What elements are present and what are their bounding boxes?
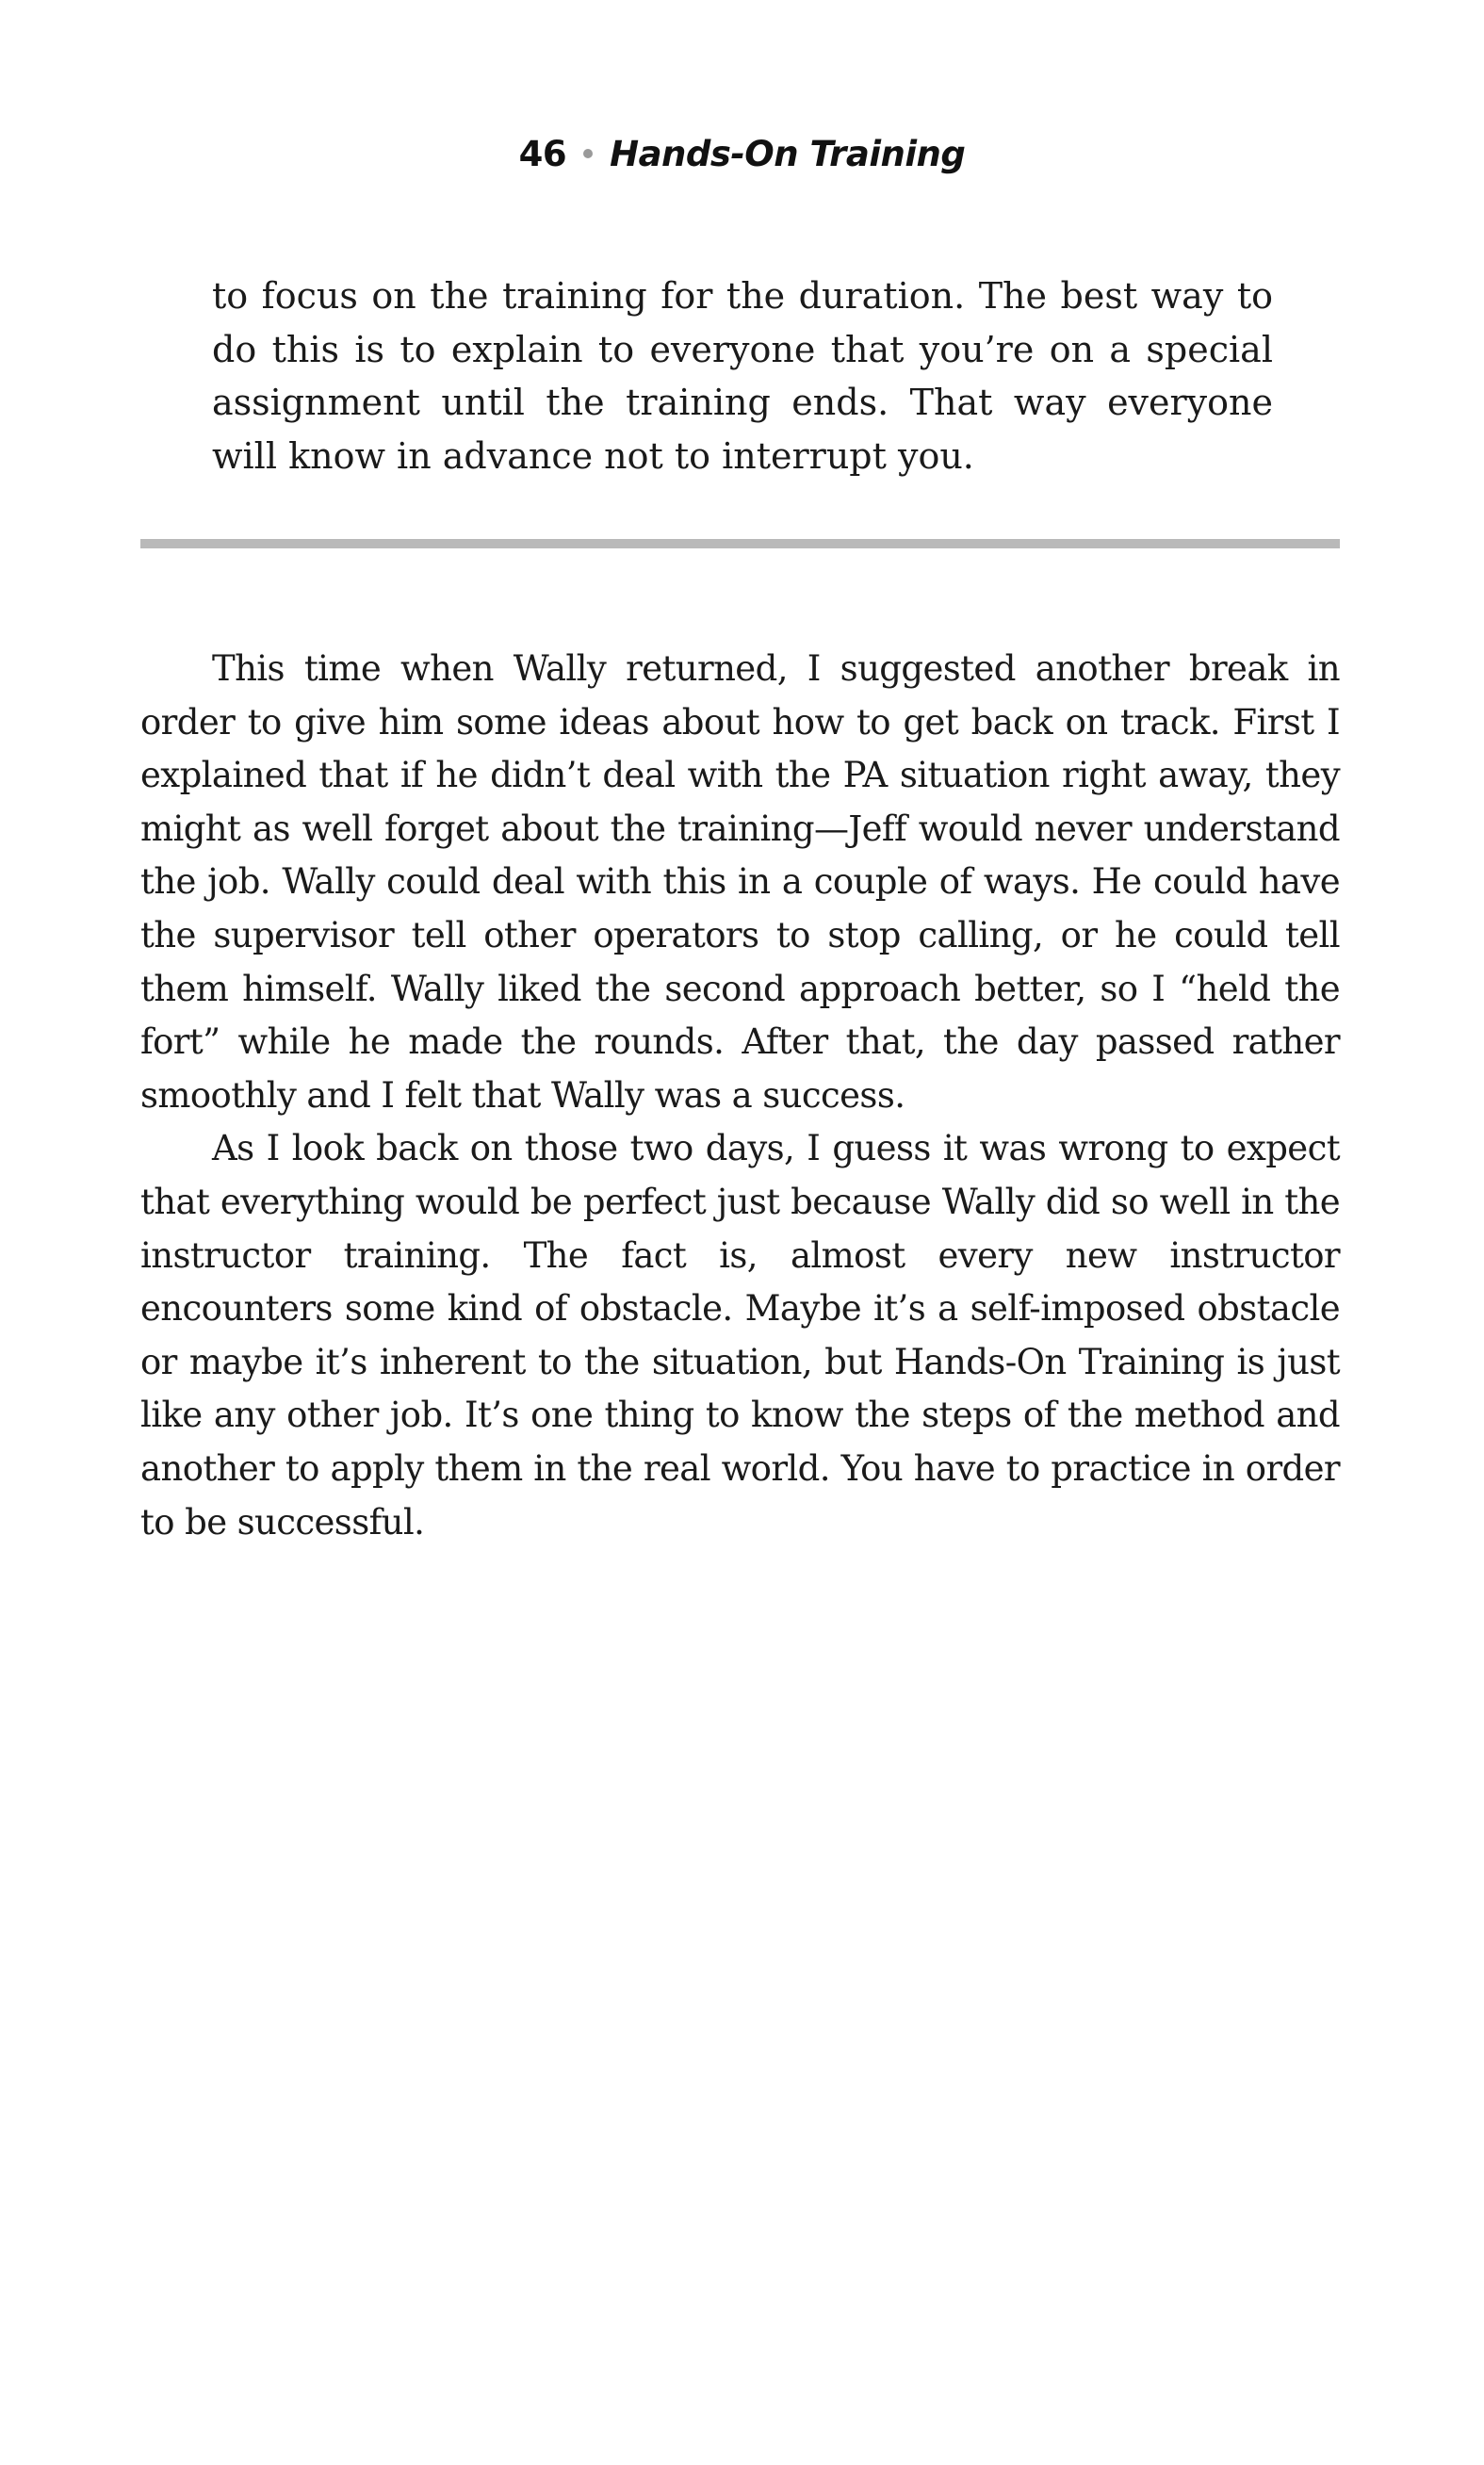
sidebar-divider-rule xyxy=(140,539,1340,548)
running-head-title: Hands-On Training xyxy=(610,134,966,174)
sidebar-paragraph: to focus on the training for the duration. The best way to do this is to explain to everyone that you’re on a special assignment until the training ends. That way everyone will know in advance not to interrupt you. xyxy=(212,275,1273,477)
body-paragraph-2: As I look back on those two days, I guess it was wrong to expect that everything would be perfect just because Wally did so well in the instructor training. The fact is, almost every new instructor encounters some kind of obstacle. Maybe it’s a self-imposed obstacle or maybe it’s inherent to the situation, but Hands-On Training is just like any other job. It’s one thing to know the steps of the method and another to apply them in the real world. You have to practice in order to be successful. xyxy=(140,1128,1340,1543)
body-paragraph-1: This time when Wally returned, I suggested another break in order to give him some ideas about how to get back on track. First I explained that if he didn’t deal with the PA situation right away, they might as well forget about the training—Jeff would never understand the job. Wally could deal with this in a couple of ways. He could have the supervisor tell other operators to stop calling, or he could tell them himself. Wally liked the second approach better, so I “held the fort” while he made the rounds. After that, the day passed rather smoothly and I felt that Wally was a success. xyxy=(140,648,1340,1116)
sidebar-continuation xyxy=(212,269,1273,482)
body-text xyxy=(140,643,1340,1549)
bullet-separator-icon xyxy=(583,149,593,158)
page-number: 46 xyxy=(518,134,567,174)
running-head xyxy=(0,134,1484,174)
